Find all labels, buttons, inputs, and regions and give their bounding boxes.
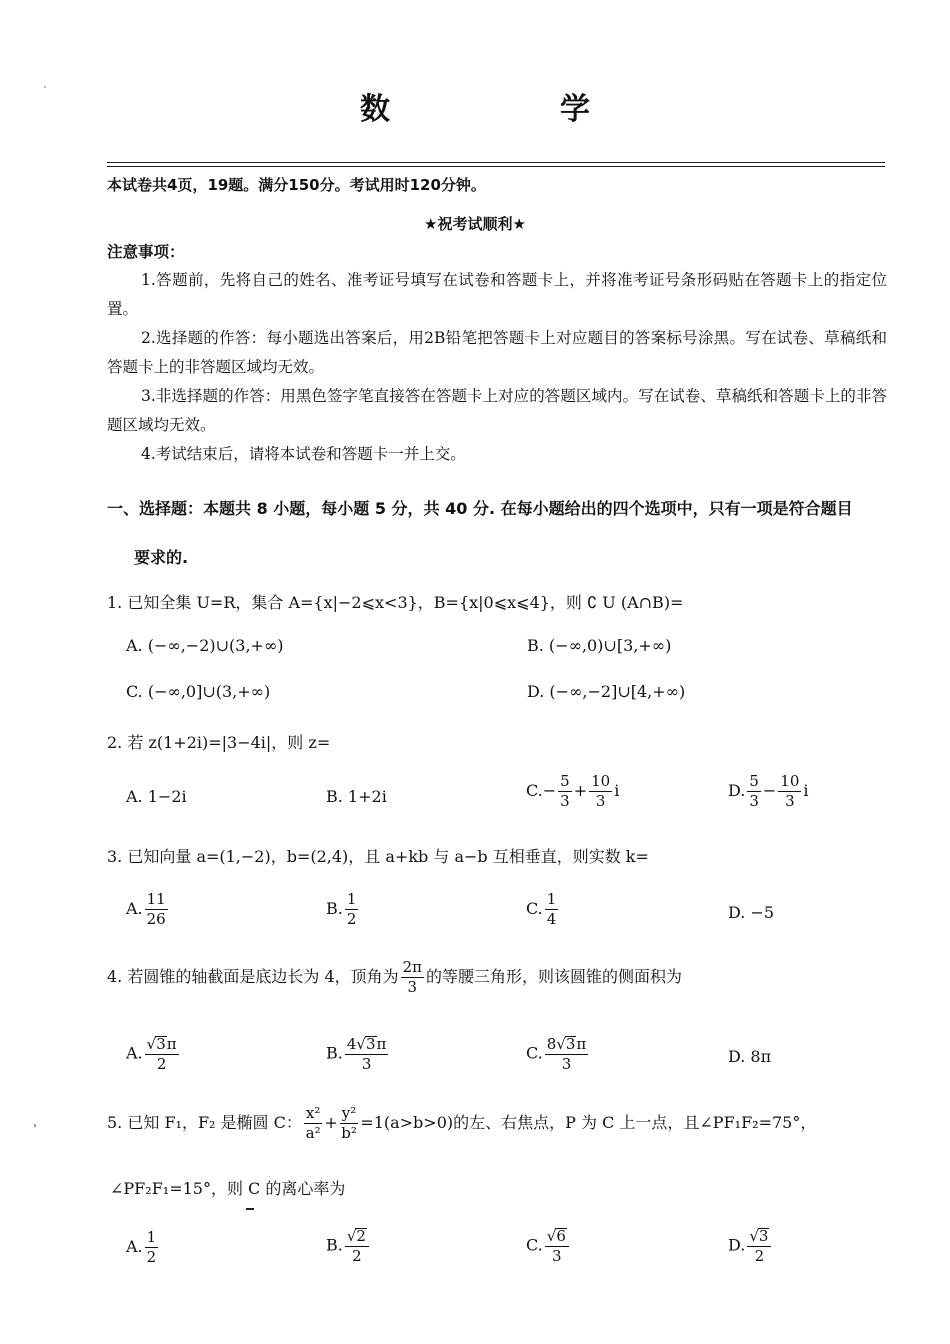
denominator: 3	[407, 978, 418, 996]
question-5-stem	[107, 1106, 816, 1141]
denominator: 4	[546, 910, 557, 928]
stem-text: 4. 若圆锥的轴截面是底边长为 4，顶角为	[107, 967, 399, 986]
denominator: 2	[156, 1055, 167, 1073]
notice-item: 1.答题前，先将自己的姓名、准考证号填写在试卷和答题卡上，并将准考证号条形码贴在答题卡上的指定位置。	[107, 271, 887, 318]
pi-symbol: π	[576, 1035, 587, 1053]
numerator: 10	[780, 772, 800, 790]
q1-option-d: D. (−∞,−2]∪[4,+∞)	[527, 682, 686, 701]
option-label: D.	[728, 781, 746, 800]
fraction	[304, 1106, 322, 1141]
radicand: 3	[758, 1227, 769, 1245]
q4-option-c	[526, 1036, 590, 1072]
numerator: 1	[346, 890, 357, 908]
q3-option-c	[526, 892, 560, 927]
option-label: B.	[326, 1235, 343, 1255]
denominator: 2	[352, 1247, 362, 1265]
q2-option-d	[728, 774, 809, 809]
option-label: D.	[728, 1235, 746, 1255]
numerator: 11	[146, 890, 166, 908]
denominator: a²	[305, 1124, 321, 1142]
q2-option-a: A. 1−2i	[126, 787, 187, 806]
q4-option-d: D. 8π	[728, 1047, 772, 1066]
numerator: √3π	[146, 1035, 177, 1053]
denominator: 3	[749, 792, 759, 810]
denominator: b²	[341, 1124, 357, 1142]
sign: +	[324, 1113, 338, 1132]
good-luck-banner: ★祝考试顺利★	[424, 215, 526, 233]
coefficient: 4	[346, 1035, 357, 1053]
numerator: 5	[560, 772, 570, 790]
question-3-stem: 3. 已知向量 a=(1,−2)，b=(2,4)，且 a+kb 与 a−b 互相垂直，则实数 k=	[107, 847, 649, 866]
imag-unit: i	[803, 781, 809, 800]
q3-option-d: D. −5	[728, 903, 775, 922]
question-1-stem: 1. 已知全集 U=R，集合 A={x|−2⩽x<3}，B={x|0⩽x⩽4}，则 ∁ U (A∩B)=	[107, 593, 684, 612]
fraction	[345, 1228, 369, 1264]
denominator: 2	[346, 910, 357, 928]
notice-item: 2.选择题的作答：每小题选出答案后，用2B铅笔把答题卡上对应题目的答案标号涂黑。写在试卷、草稿纸和答题卡上的非答题区域均无效。	[107, 329, 887, 376]
question-2-stem: 2. 若 z(1+2i)=|3−4i|，则 z=	[107, 733, 331, 752]
denominator: 2	[146, 1248, 157, 1266]
fraction	[747, 774, 761, 809]
option-label: C.	[526, 899, 543, 918]
numerator: 8√3π	[546, 1035, 587, 1053]
denominator: 3	[561, 1055, 572, 1073]
pi-symbol: π	[376, 1035, 387, 1053]
numerator: 2π	[402, 958, 423, 976]
numerator: x²	[305, 1104, 321, 1122]
option-label: C.	[526, 1235, 543, 1255]
page-title: 数 学	[360, 92, 660, 127]
numerator: √2	[345, 1228, 369, 1247]
q2-option-c	[526, 774, 619, 809]
radicand: 3	[565, 1035, 576, 1053]
radicand: 2	[356, 1227, 366, 1245]
q4-option-a	[126, 1036, 181, 1072]
numerator: 1	[146, 1228, 157, 1246]
denominator: 3	[595, 792, 606, 810]
fraction	[145, 892, 168, 927]
section-heading: 一、选择题：本题共 8 小题，每小题 5 分，共 40 分. 在每小题给出的四个选项中，只有一项是符合题目	[107, 499, 853, 518]
fraction	[145, 1230, 159, 1265]
radicand: 3	[156, 1035, 166, 1053]
fraction	[345, 892, 359, 927]
option-label: B.	[326, 899, 343, 918]
section-heading-cont: 要求的.	[134, 548, 189, 567]
option-label: A.	[126, 1043, 143, 1063]
option-label: C.	[526, 781, 543, 800]
imag-unit: i	[614, 781, 620, 800]
fraction	[558, 774, 572, 809]
fraction	[401, 960, 424, 995]
denominator: 3	[552, 1247, 562, 1265]
q1-option-a: A. (−∞,−2)∪(3,+∞)	[126, 636, 284, 655]
q4-option-b	[326, 1036, 390, 1072]
q1-option-b: B. (−∞,0)∪[3,+∞)	[527, 636, 672, 655]
denominator: 3	[361, 1055, 372, 1073]
notice-item: 3.非选择题的作答：用黑色签字笔直接答在答题卡上对应的答题区域内。写在试卷、草稿纸和答题卡上的非答题区域均无效。	[107, 387, 887, 434]
stem-text: =1(a>b>0)的左、右焦点，P 为 C 上一点，且∠PF₁F₂=75°，	[360, 1113, 817, 1132]
numerator: 4√3π	[346, 1035, 387, 1053]
q3-option-b	[326, 892, 360, 927]
coefficient: 8	[546, 1035, 557, 1053]
notice-item: 4.考试结束后，请将本试卷和答题卡一并上交。	[141, 445, 466, 463]
fraction	[145, 1036, 179, 1072]
q5-option-b	[326, 1228, 371, 1264]
sign: −	[542, 781, 557, 800]
notice-heading: 注意事项：	[107, 243, 185, 261]
q5-option-a	[126, 1230, 160, 1265]
fraction	[545, 892, 559, 927]
pen-mark	[246, 1208, 254, 1210]
denominator: 26	[146, 910, 166, 928]
scan-speck	[34, 1124, 36, 1127]
numerator: 10	[591, 772, 611, 790]
fraction	[778, 774, 801, 809]
fraction	[340, 1106, 359, 1141]
denominator: 3	[560, 792, 570, 810]
numerator: √6	[545, 1228, 569, 1247]
fraction	[345, 1036, 389, 1072]
divider	[107, 166, 885, 167]
denominator: 2	[754, 1247, 765, 1265]
q5-option-d	[728, 1228, 773, 1264]
exam-info: 本试卷共4页，19题。满分150分。考试用时120分钟。	[107, 176, 486, 194]
radicand: 3	[365, 1035, 376, 1053]
fraction	[589, 774, 612, 809]
sign: +	[573, 781, 588, 800]
numerator: 1	[546, 890, 557, 908]
question-4-stem	[107, 960, 682, 995]
fraction	[545, 1228, 569, 1264]
stem-text: 的等腰三角形，则该圆锥的侧面积为	[426, 967, 683, 986]
q1-option-c: C. (−∞,0]∪(3,+∞)	[126, 682, 271, 701]
fraction	[545, 1036, 589, 1072]
q2-option-b: B. 1+2i	[326, 787, 387, 806]
denominator: 3	[785, 792, 795, 810]
numerator: 5	[749, 772, 759, 790]
divider	[107, 162, 885, 163]
numerator: √3	[747, 1228, 771, 1247]
question-5-stem-cont: ∠PF₂F₁=15°，则 C 的离心率为	[110, 1179, 346, 1198]
pi-symbol: π	[166, 1035, 177, 1053]
numerator: y²	[341, 1104, 357, 1122]
sign: −	[762, 781, 777, 800]
option-label: A.	[126, 899, 143, 918]
radicand: 6	[556, 1227, 566, 1245]
q3-option-a	[126, 892, 170, 927]
option-label: B.	[326, 1043, 343, 1063]
q5-option-c	[526, 1228, 571, 1264]
notice-list	[107, 266, 887, 469]
stem-text: 5. 已知 F₁，F₂ 是椭圆 C：	[107, 1113, 302, 1132]
fraction	[747, 1228, 771, 1264]
option-label: C.	[526, 1043, 543, 1063]
option-label: A.	[126, 1237, 143, 1256]
